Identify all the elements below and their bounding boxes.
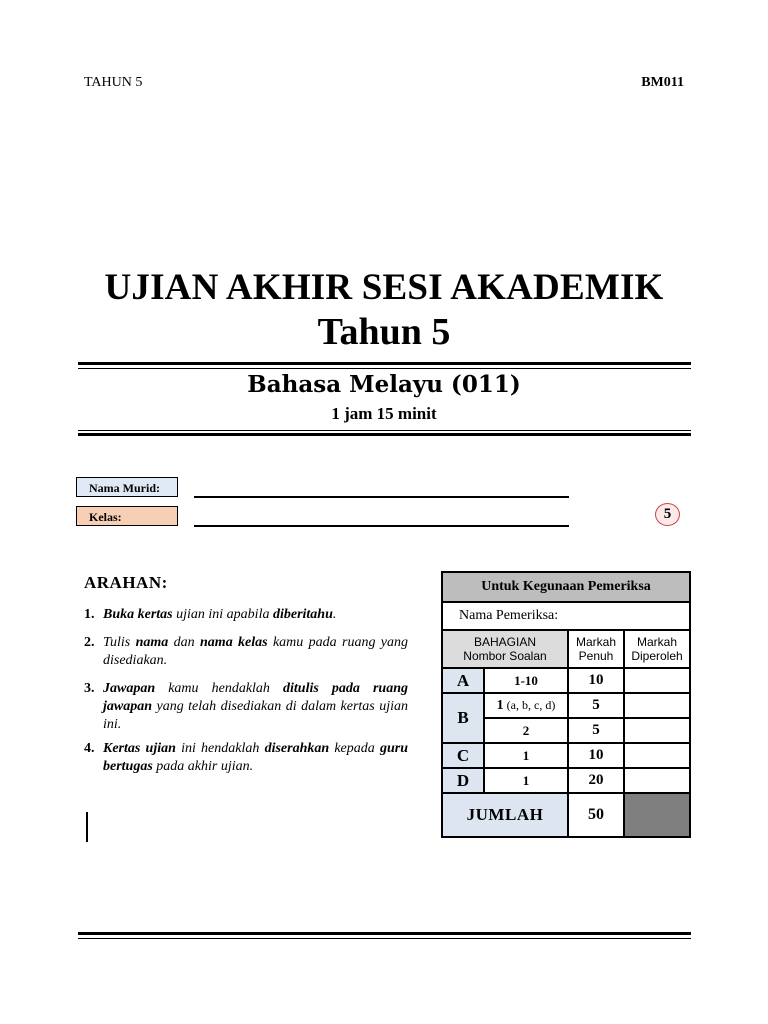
exam-year-title: Tahun 5 <box>317 311 451 353</box>
instruction-item <box>84 606 408 624</box>
question-cell: 1 <box>484 743 568 768</box>
table-row <box>442 668 690 693</box>
question-main: 1 <box>496 698 504 713</box>
divider-top-thin <box>78 368 691 369</box>
divider-bottom-thin <box>78 938 691 939</box>
header-year: TAHUN 5 <box>84 75 143 90</box>
class-field[interactable] <box>194 525 569 527</box>
instruction-item <box>84 680 408 734</box>
col-header-section-line1: BAHAGIAN <box>473 635 536 649</box>
exam-duration: 1 jam 15 minit <box>331 404 437 423</box>
instruction-item <box>84 740 408 776</box>
instruction-text: Kertas ujian ini hendaklah diserahkan kepada guru bertugas pada akhir ujian. <box>103 741 408 774</box>
total-obtained-cell <box>624 793 690 837</box>
col-header-full-line2: Penuh <box>578 649 614 663</box>
examiner-name-field[interactable]: Nama Pemeriksa: <box>442 602 690 630</box>
table-row <box>442 768 690 793</box>
col-header-got-line2: Diperoleh <box>631 649 683 663</box>
divider-bottom-thick <box>78 932 691 935</box>
instruction-item <box>84 634 408 670</box>
header-code: BM011 <box>641 75 684 90</box>
obtained-marks-cell[interactable] <box>624 768 690 793</box>
marks-table-title: Untuk Kegunaan Pemeriksa <box>442 572 690 602</box>
year-badge: 5 <box>655 503 680 526</box>
full-marks-cell: 5 <box>568 718 624 743</box>
section-cell: D <box>442 768 484 793</box>
section-cell: A <box>442 668 484 693</box>
divider-mid-thin <box>78 430 691 431</box>
exam-title: UJIAN AKHIR SESI AKADEMIK <box>104 267 664 308</box>
student-name-field[interactable] <box>194 496 569 498</box>
obtained-marks-cell[interactable] <box>624 693 690 718</box>
total-marks-cell: 50 <box>568 793 624 837</box>
question-cell: 1 <box>484 768 568 793</box>
total-label: JUMLAH <box>442 793 568 837</box>
marks-table <box>441 571 691 838</box>
col-header-got-line1: Markah <box>636 635 677 649</box>
instruction-text: Buka kertas ujian ini apabila diberitahu. <box>103 607 337 622</box>
col-header-section <box>442 630 568 668</box>
class-label: Kelas: <box>76 506 178 526</box>
subject-title: Bahasa Melayu (011) <box>247 371 521 398</box>
question-cell: 2 <box>484 718 568 743</box>
col-header-full-line1: Markah <box>575 635 616 649</box>
question-sub: (a, b, c, d) <box>503 698 556 712</box>
instructions-title: ARAHAN: <box>84 573 168 592</box>
full-marks-cell: 20 <box>568 768 624 793</box>
student-name-label: Nama Murid: <box>76 477 178 497</box>
instruction-number: 1. <box>84 607 95 622</box>
col-header-section-line2: Nombor Soalan <box>463 649 547 663</box>
text-cursor <box>86 812 88 842</box>
divider-top-thick <box>78 362 691 365</box>
col-header-full-marks <box>568 630 624 668</box>
col-header-obtained-marks <box>624 630 690 668</box>
obtained-marks-cell[interactable] <box>624 718 690 743</box>
section-cell: B <box>442 693 484 743</box>
total-row <box>442 793 690 837</box>
section-cell: C <box>442 743 484 768</box>
question-cell: 1-10 <box>484 668 568 693</box>
obtained-marks-cell[interactable] <box>624 743 690 768</box>
question-cell <box>484 693 568 718</box>
instruction-number: 3. <box>84 681 95 696</box>
table-row <box>442 743 690 768</box>
instruction-number: 4. <box>84 741 95 756</box>
full-marks-cell: 10 <box>568 743 624 768</box>
table-row <box>442 693 690 718</box>
divider-mid-thick <box>78 433 691 436</box>
instruction-text: Jawapan kamu hendaklah ditulis pada ruang jawapan yang telah disediakan di dalam kertas ujian ini. <box>103 681 408 732</box>
full-marks-cell: 5 <box>568 693 624 718</box>
obtained-marks-cell[interactable] <box>624 668 690 693</box>
instruction-text: Tulis nama dan nama kelas kamu pada ruang yang disediakan. <box>103 635 409 668</box>
instruction-number: 2. <box>84 635 95 650</box>
full-marks-cell: 10 <box>568 668 624 693</box>
